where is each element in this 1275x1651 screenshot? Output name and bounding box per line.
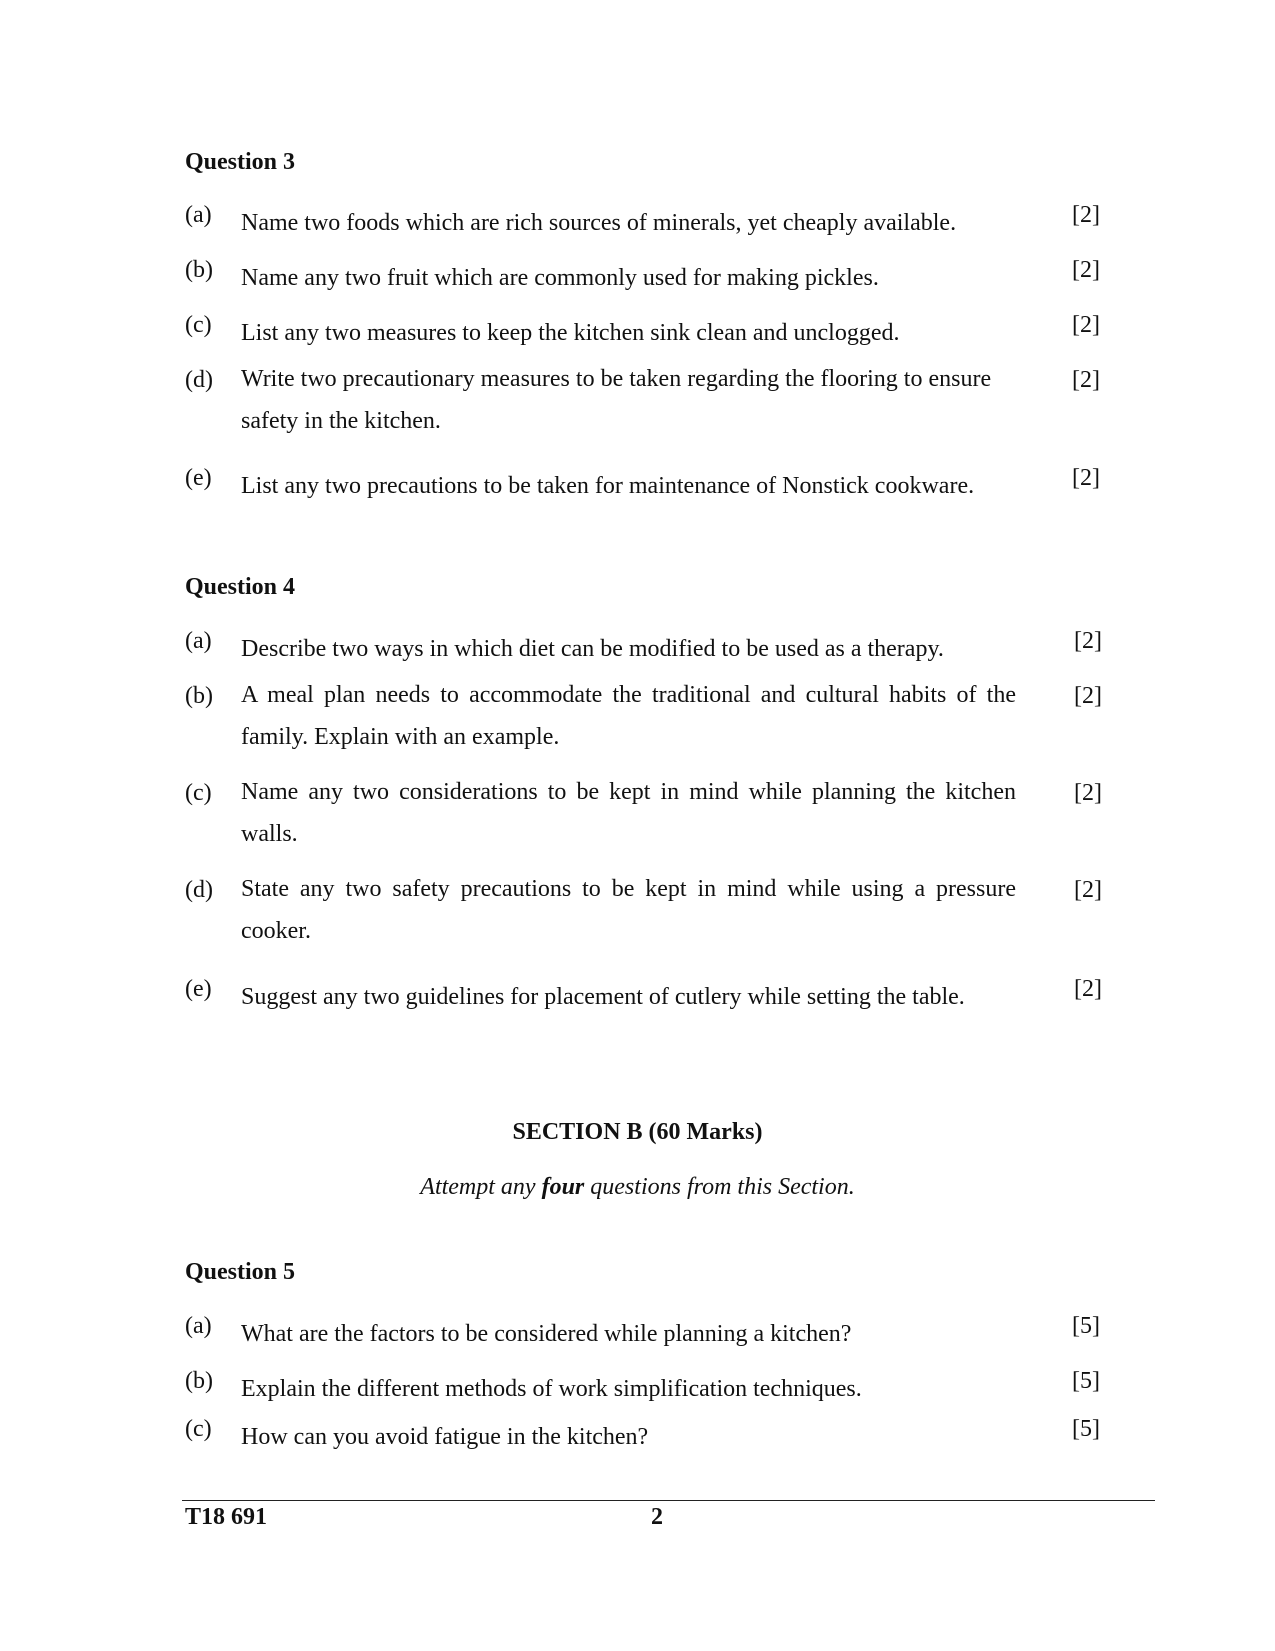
part-label: (b) [185,257,213,283]
part-marks: [5] [1072,1416,1100,1442]
part-text: List any two measures to keep the kitchen sink clean and unclogged. [241,320,900,346]
part-text: Suggest any two guidelines for placement of cutlery while setting the table. [241,984,965,1010]
paper-code: T18 691 [185,1504,268,1530]
section-b-title: SECTION B (60 Marks) [512,1119,763,1145]
page-number: 2 [651,1504,663,1530]
part-text: How can you avoid fatigue in the kitchen? [241,1424,649,1450]
part-marks: [2] [1074,628,1102,654]
part-label: (d) [185,877,213,903]
instruction-post: questions from this Section. [584,1174,855,1200]
part-marks: [2] [1072,202,1100,228]
part-text: A meal plan needs to accommodate the traditional and cultural habits of the family. Explain with an example. [241,682,1016,750]
part-text: What are the factors to be considered while planning a kitchen? [241,1321,852,1347]
part-label: (c) [185,1416,212,1442]
part-label: (a) [185,202,212,228]
part-text: Name any two fruit which are commonly used for making pickles. [241,265,879,291]
question-4-title: Question 4 [185,574,296,600]
part-text: Write two precautionary measures to be taken regarding the flooring to ensure safety in the kitchen. [241,366,992,434]
part-marks: [2] [1072,367,1100,393]
part-text: List any two precautions to be taken for maintenance of Nonstick cookware. [241,473,975,499]
question-5-title: Question 5 [185,1259,296,1285]
part-label: (e) [185,976,212,1002]
part-marks: [2] [1074,780,1102,806]
question-3-title: Question 3 [185,149,296,175]
part-text: State any two safety precautions to be kept in mind while using a pressure cooker. [241,876,1016,944]
part-marks: [2] [1072,465,1100,491]
part-text: Describe two ways in which diet can be modified to be used as a therapy. [241,636,944,662]
footer-rule [182,1500,1155,1501]
part-label: (b) [185,1368,213,1394]
part-marks: [5] [1072,1313,1100,1339]
part-label: (b) [185,683,213,709]
part-label: (e) [185,465,212,491]
part-label: (c) [185,780,212,806]
part-text: Name any two considerations to be kept in mind while planning the kitchen walls. [241,779,1016,847]
part-text: Name two foods which are rich sources of minerals, yet cheaply available. [241,210,957,236]
part-marks: [5] [1072,1368,1100,1394]
part-label: (d) [185,367,213,393]
part-label: (a) [185,628,212,654]
part-marks: [2] [1074,976,1102,1002]
section-b-instruction [0,1174,1275,1201]
part-marks: [2] [1072,257,1100,283]
part-label: (a) [185,1313,212,1339]
part-marks: [2] [1072,312,1100,338]
part-label: (c) [185,312,212,338]
part-marks: [2] [1074,877,1102,903]
instruction-emphasis: four [541,1174,585,1200]
part-text: Explain the different methods of work simplification techniques. [241,1376,862,1402]
part-marks: [2] [1074,683,1102,709]
instruction-pre: Attempt any [420,1174,542,1200]
